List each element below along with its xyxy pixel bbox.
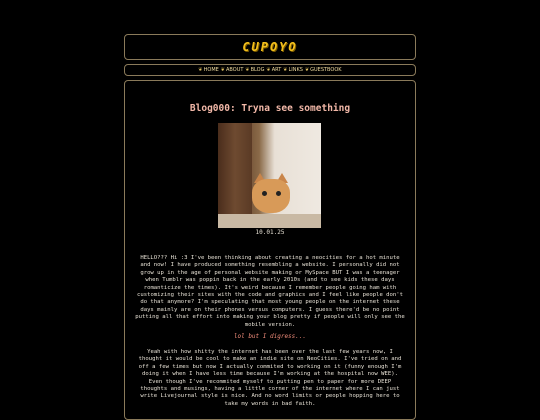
nav-blog-label[interactable]: BLOG: [250, 67, 265, 73]
nav-home[interactable]: [198, 67, 218, 73]
nav-home-label[interactable]: HOME: [203, 67, 219, 73]
nav-art[interactable]: [266, 67, 281, 73]
nav-art-label[interactable]: ART: [271, 67, 282, 73]
leaf-icon: ❦: [283, 67, 288, 73]
leaf-icon: ❦: [266, 67, 271, 73]
post-date: 10.01.25: [255, 229, 285, 236]
nav-guestbook[interactable]: [305, 67, 342, 73]
nav-guestbook-label[interactable]: GUESTBOOK: [310, 67, 342, 73]
nav-about[interactable]: [221, 67, 244, 73]
door-shape: [218, 123, 252, 228]
site-logo[interactable]: CUPOYO: [242, 40, 298, 54]
post-paragraph-1: HELLO??? Hi :3 I've been thinking about creating a neocities for a hot minute and now! I have produced something resembling a website. I personally did not grow up in the age of personal website making or MySpace BUT I was a teenager when Tumblr was poppin back in the early 2010s (and to see kids these days romanticize the times). It's weird because I remember people going ham with customizing their sites with the code and graphics and I feel like people don't do that anymore? I'm speculating that most young people on the internet these days mainly are on their phones versus computers. I guess there'd be no point putting all that effort into making your blog pretty if people will only see the mobile version.: [135, 255, 405, 328]
post-paragraph-2: Yeah with how shitty the internet has been over the last few years now, I thought it would be cool to make an indie site on NeoCities. I've tried on and off a few times but now I actually commited to working on it (funny enough I'm doing it when I have less time because I'm working at the hospital now WEE). Even though I've recommited myself to putting pen to paper for more DEEP thoughts and musings, having a little corner of the internet where I can just write Livejournal style is nice. And no word limits or people hopping here to take my words in bad faith.: [138, 349, 402, 407]
post-image-cat: [218, 123, 321, 228]
nav-links-label[interactable]: LINKS: [288, 67, 303, 73]
post-subheading: lol but I digress...: [233, 333, 307, 340]
nav-about-label[interactable]: ABOUT: [226, 67, 244, 73]
nav-blog[interactable]: [245, 67, 264, 73]
leaf-icon: ❦: [304, 67, 310, 73]
floor-shape: [218, 214, 321, 228]
cat-eye-right: [276, 191, 281, 196]
post-title: Blog000: Tryna see something: [189, 103, 351, 114]
leaf-icon: ❦: [220, 67, 225, 73]
nav-links[interactable]: [283, 67, 303, 73]
leaf-icon: ❦: [198, 67, 203, 73]
nav-bar: [124, 64, 416, 76]
blog-post-container: [124, 80, 416, 420]
site-header: [124, 34, 416, 60]
leaf-icon: ❦: [245, 67, 250, 73]
cat-eye-left: [262, 191, 267, 196]
cat-shape: [252, 179, 290, 213]
